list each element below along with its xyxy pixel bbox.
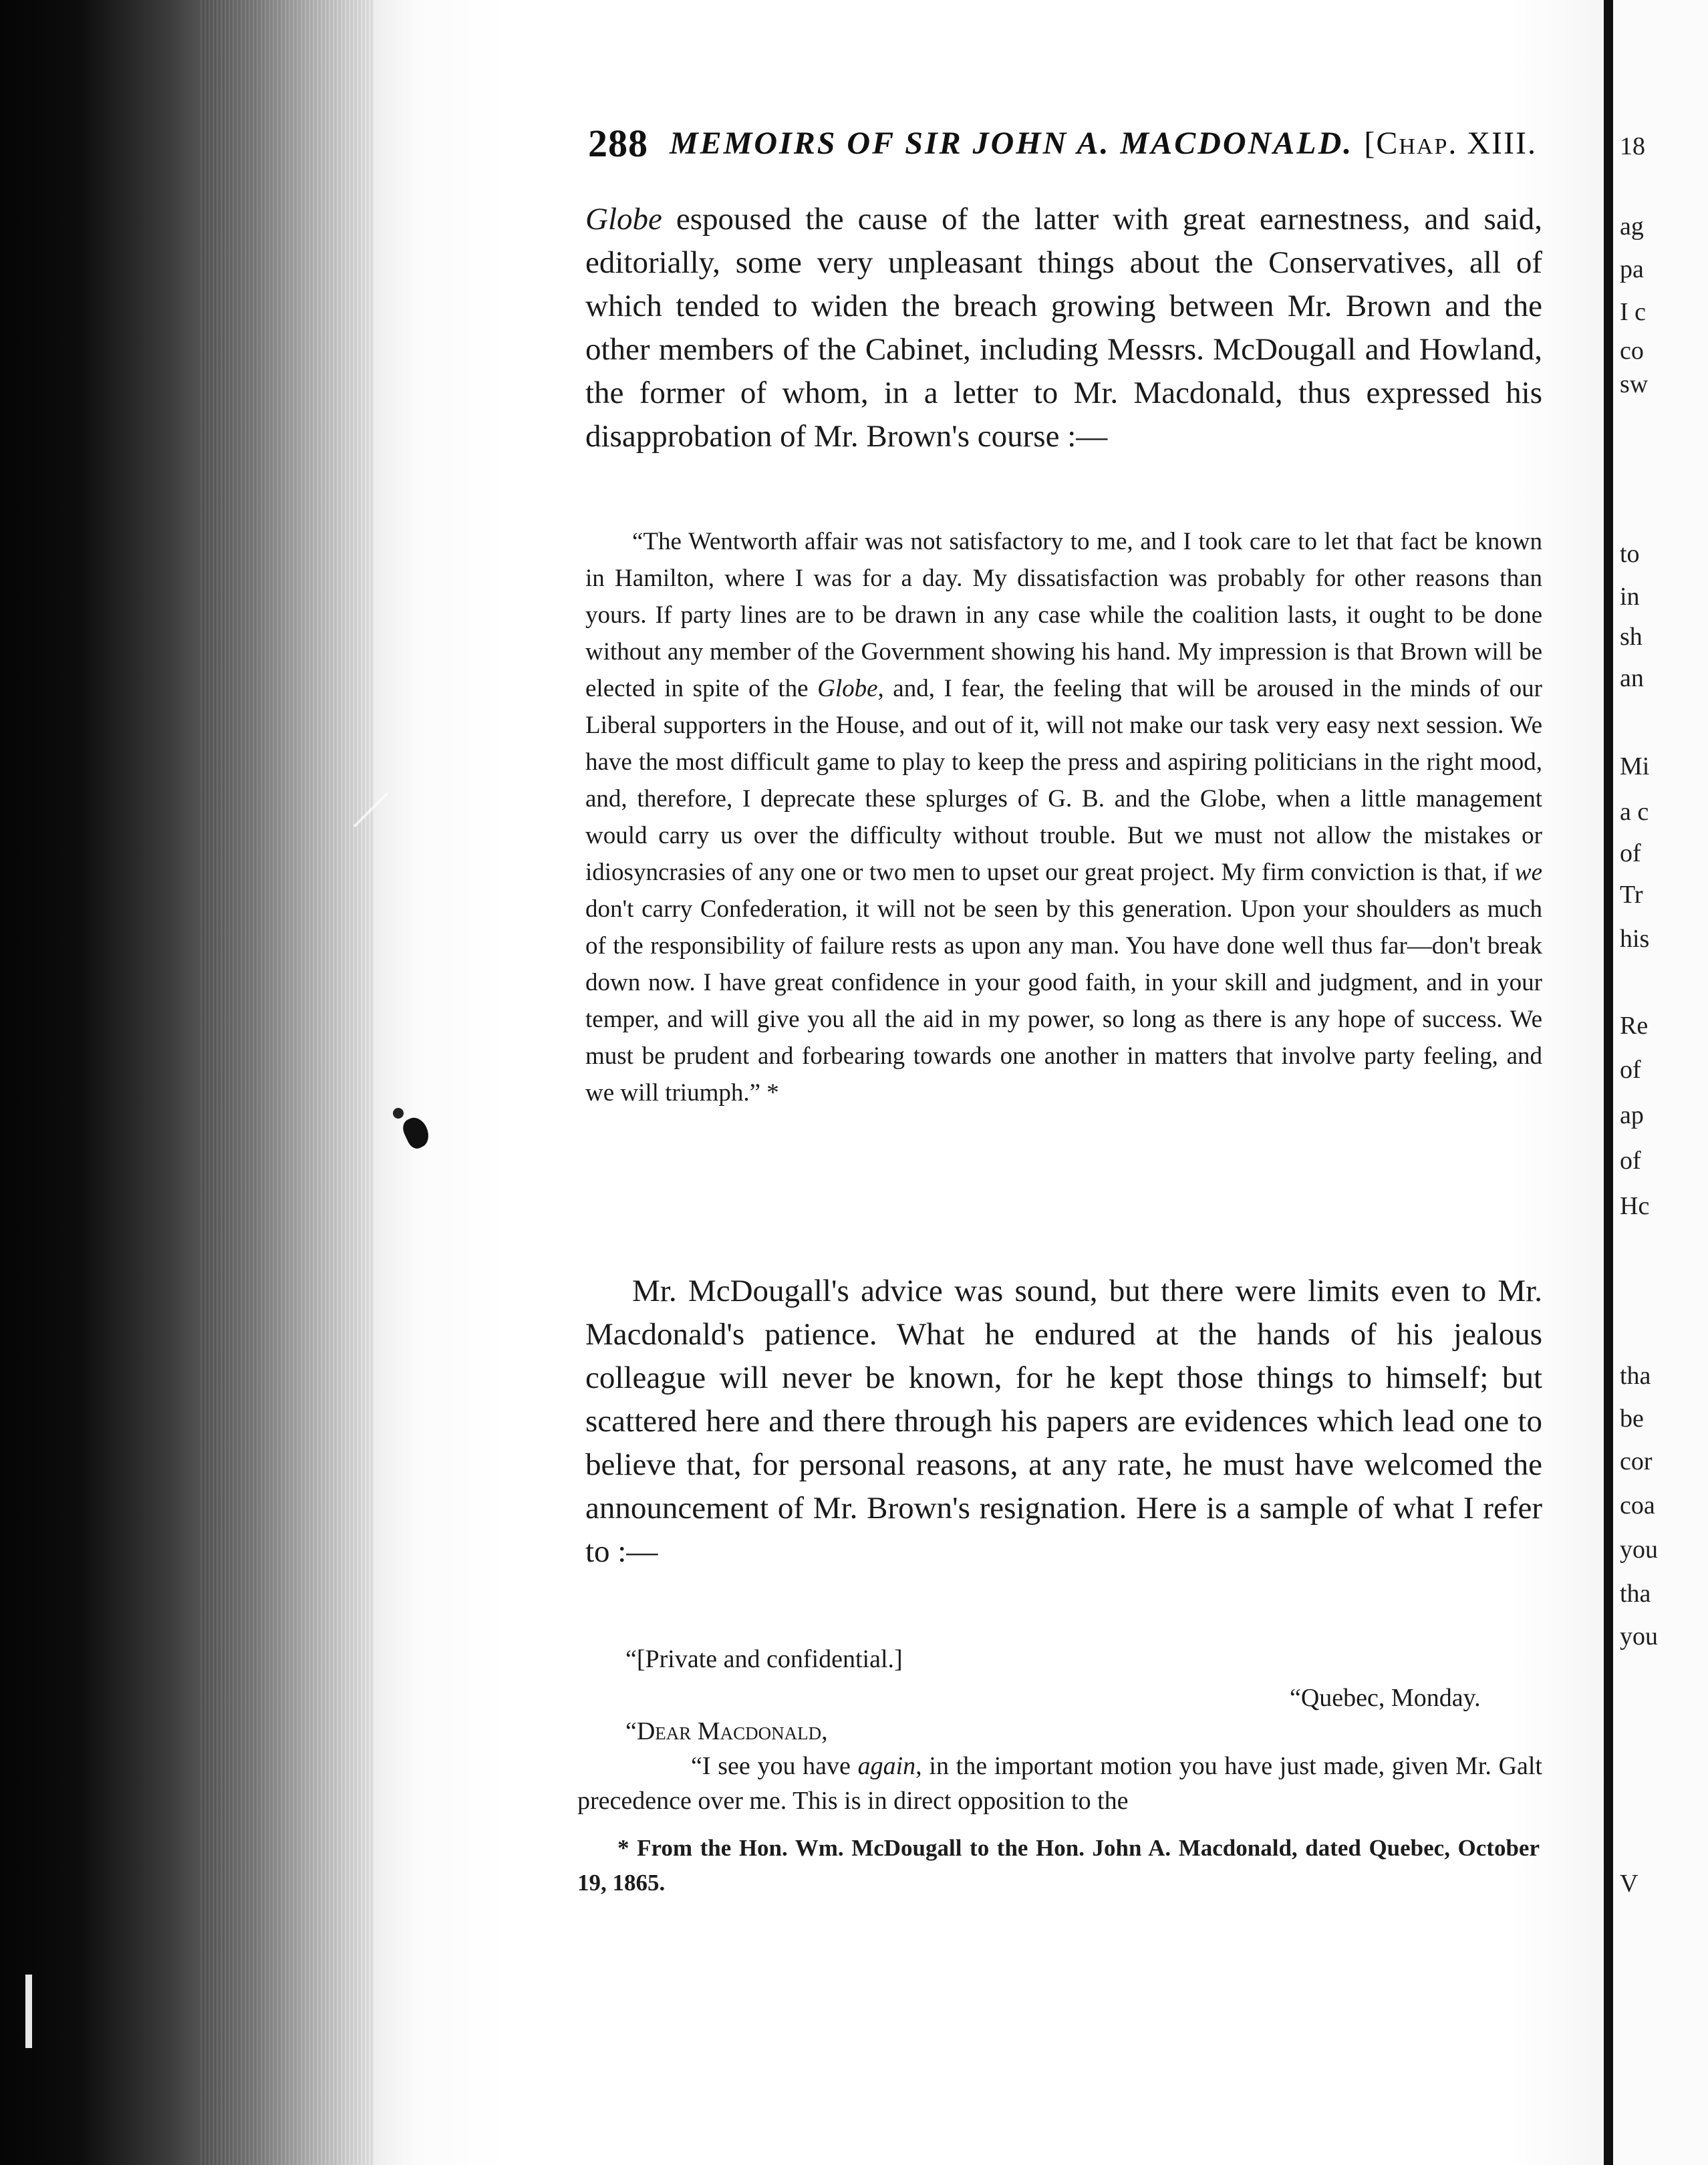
running-title: MEMOIRS OF SIR JOHN A. MACDONALD. xyxy=(670,126,1354,161)
page-number: 288 xyxy=(588,122,648,165)
paragraph-macdonald-patience xyxy=(585,1270,1542,1574)
adjacent-page-fragment: sh xyxy=(1620,623,1643,651)
letter-body xyxy=(577,1749,1542,1818)
letter-text-b: , in the important motion you have just made, given Mr. Galt precedence over me. This is in direct opposition to the xyxy=(577,1752,1542,1815)
quote-text-c: don't carry Confederation, it will not be seen by this generation. Upon your shoulders as much of the responsibility of failure rests as upon any man. You have done well thus far—don't break down now. I have great confidence in your good faith, in your skill and judgment, and in your temper, and will give you all the aid in my power, so long as there is any hope of success. We must be prudent and forbearing towards one another in matters that involve party feeling, and we will triumph.” * xyxy=(585,895,1542,1107)
page-edge-streaks xyxy=(200,0,388,2165)
adjacent-page-fragment: I c xyxy=(1620,298,1647,326)
adjacent-page-fragment: cor xyxy=(1620,1447,1653,1475)
adjacent-page-fragment: 18 xyxy=(1620,132,1645,160)
quote-emphasis-we: we xyxy=(1514,859,1542,886)
adjacent-page-fragment: of xyxy=(1620,1056,1641,1084)
adjacent-page-fragment: of xyxy=(1620,839,1641,867)
adjacent-page-fragment: you xyxy=(1620,1622,1658,1650)
adjacent-page-fragment: coa xyxy=(1620,1491,1655,1520)
adjacent-page-fragment: Tr xyxy=(1620,881,1643,909)
adjacent-page-fragment: sw xyxy=(1620,370,1649,398)
letter-heading: “[Private and confidential.] xyxy=(625,1645,903,1673)
adjacent-page-fragment: tha xyxy=(1620,1362,1651,1390)
adjacent-page-fragment: Hc xyxy=(1620,1192,1650,1220)
adjacent-page-fragment: you xyxy=(1620,1536,1658,1564)
chapter-label: [Chap. XIII. xyxy=(1364,126,1537,161)
paragraph-text: espoused the cause of the latter with great earnestness, and said, editorially, some very unpleasant things about the Conservatives, all of which tended to widen the breach growing between Mr. Brown and the other members of the Cabinet, including Messrs. McDougall and Howland, the former of whom, in a letter to Mr. Macdonald, thus expressed his disapprobation of Mr. Brown's course :— xyxy=(585,202,1542,454)
footnote: * From the Hon. Wm. McDougall to the Hon. John A. Macdonald, dated Quebec, October 19, 1865. xyxy=(577,1835,1540,1896)
adjacent-page-fragment: to xyxy=(1620,540,1640,568)
adjacent-page-fragment: Re xyxy=(1620,1012,1649,1040)
globe-title: Globe xyxy=(585,202,662,237)
paragraph-globe-coalition xyxy=(585,198,1542,458)
adjacent-page-fragment: V xyxy=(1620,1870,1639,1898)
quote-text-b: , and, I fear, the feeling that will be aroused in the minds of our Liberal supporters in the House, and out of it, will not make our task very easy next session. We have the most difficult game to play to keep the press and aspiring politicians in the right mood, and, therefore, I deprecate these splurges of G. B. and the Globe, when a little management would carry us over the difficulty without trouble. But we must not allow the mistakes or idiosyncrasies of any one or two men to upset our great project. My firm conviction is that, if xyxy=(585,675,1542,886)
adjacent-page-fragment: co xyxy=(1620,337,1644,365)
adjacent-page-fragment: in xyxy=(1620,583,1640,611)
adjacent-page-fragment: ag xyxy=(1620,212,1644,241)
letter-text-a: “I see you have xyxy=(691,1752,858,1780)
letter-emphasis-again: again xyxy=(857,1752,916,1780)
adjacent-page-fragment: a c xyxy=(1620,798,1649,826)
adjacent-page-fragment: tha xyxy=(1620,1580,1651,1608)
scan-edge-mark xyxy=(25,1975,32,2048)
running-header xyxy=(588,120,1537,167)
letter-salutation: “Dear Macdonald, xyxy=(625,1717,828,1745)
adjacent-page-edge xyxy=(1604,0,1708,2165)
quote-text-a: “The Wentworth affair was not satisfactory to me, and I took care to let that fact be known in Hamilton, where I was for a day. My dissatisfaction was probably for other reasons than yours. If party lines are to be drawn in any case while the coalition lasts, it ought to be done without any member of the Government showing his hand. My impression is that Brown will be elected in spite of the xyxy=(585,528,1542,702)
mcdougall-letter-quote xyxy=(585,523,1542,1111)
letter-dateline: “Quebec, Monday. xyxy=(1290,1684,1481,1712)
quote-globe-title: Globe xyxy=(817,675,878,702)
adjacent-page-fragment: his xyxy=(1620,925,1650,953)
adjacent-page-fragment: ap xyxy=(1620,1101,1644,1129)
adjacent-page-fragment: be xyxy=(1620,1405,1644,1433)
ink-spot xyxy=(393,1108,404,1119)
paragraph-text: Mr. McDougall's advice was sound, but there were limits even to Mr. Macdonald's patience. What he endured at the hands of his jealous colleague will never be known, for he kept those things to himself; but scattered here and there through his papers are evidences which lead one to believe that, for personal reasons, at any rate, he must have welcomed the announcement of Mr. Brown's resignation. Here is a sample of what I refer to :— xyxy=(585,1274,1542,1569)
adjacent-page-fragment: Mi xyxy=(1620,752,1650,780)
adjacent-page-fragment: an xyxy=(1620,664,1644,692)
adjacent-page-fragment: of xyxy=(1620,1147,1641,1175)
adjacent-page-fragment: pa xyxy=(1620,255,1644,283)
